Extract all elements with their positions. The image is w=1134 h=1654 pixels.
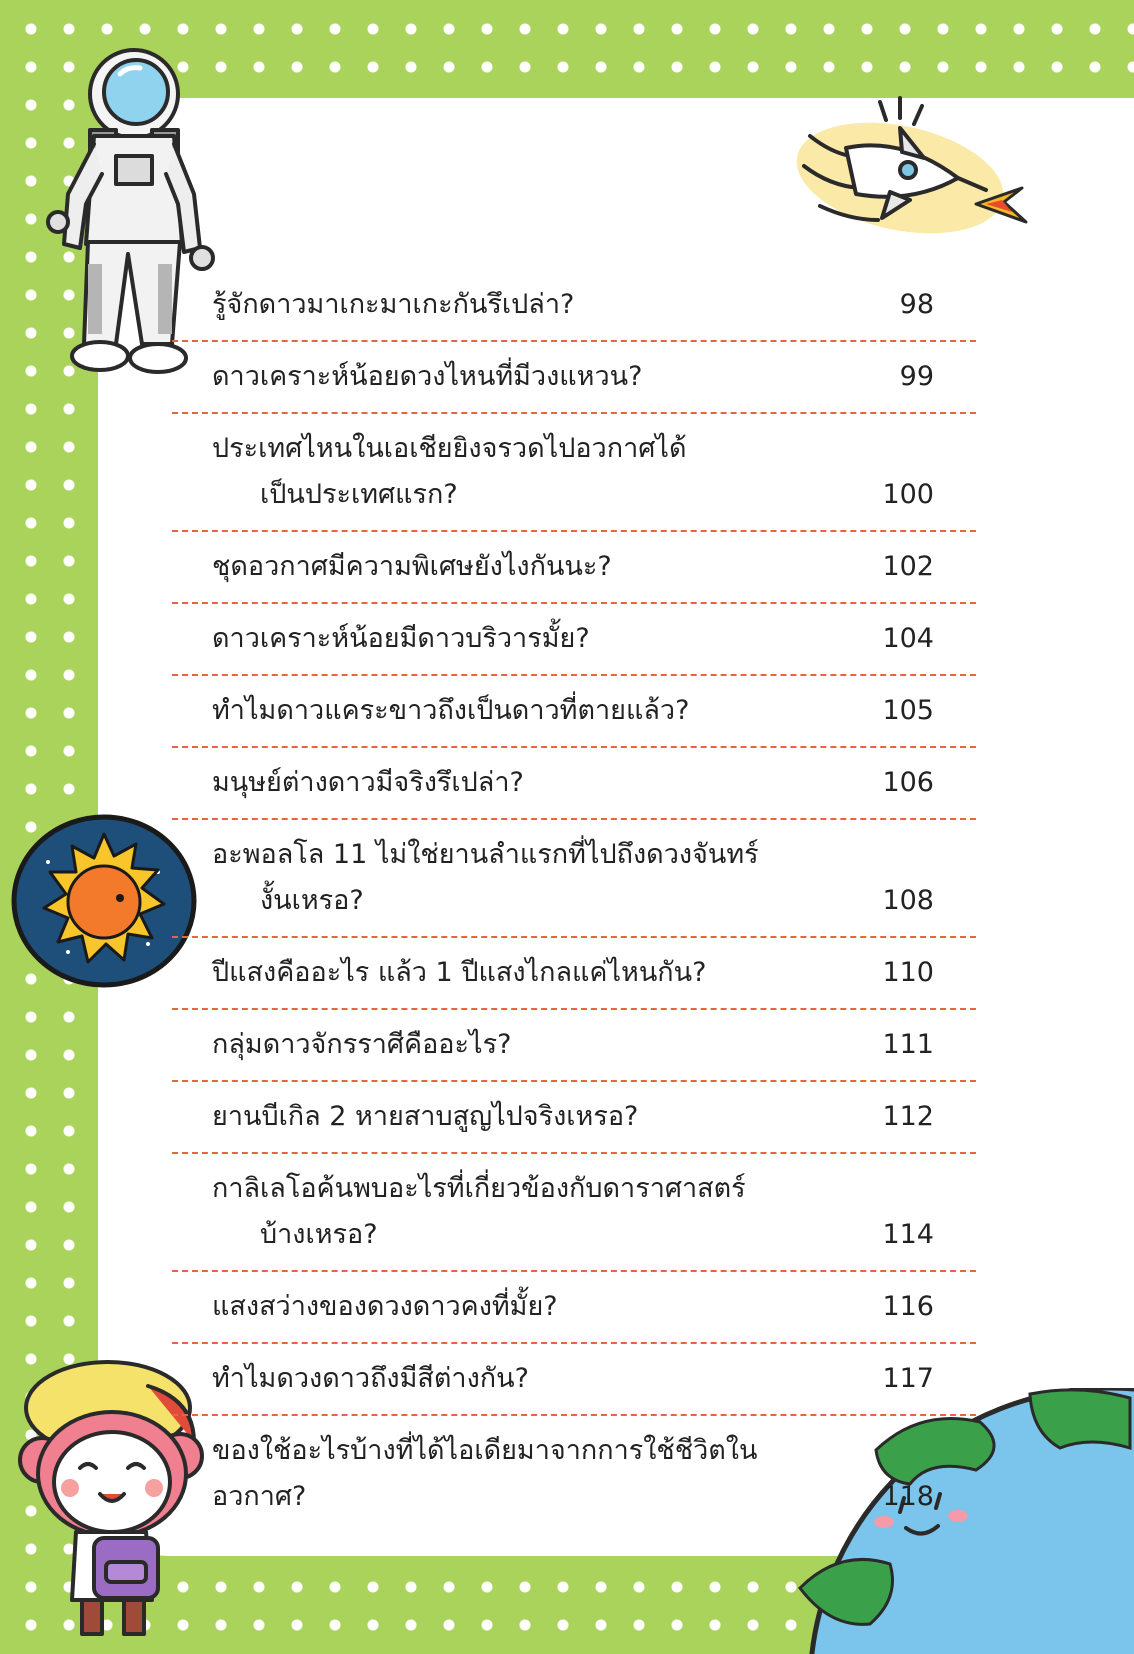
toc-entry-page: 106 — [882, 767, 934, 798]
toc-entry-title-line: ของใช้อะไรบ้างที่ได้ไอเดียมาจากการใช้ชีวิตในอวกาศ? — [212, 1435, 758, 1512]
toc-entry-title — [212, 1356, 936, 1402]
toc-entry-title — [212, 354, 936, 400]
toc-entry[interactable] — [172, 414, 976, 532]
toc-entry[interactable] — [172, 748, 976, 820]
toc-entry-title — [212, 426, 936, 518]
toc-entry-page: 99 — [899, 361, 934, 392]
toc-entry-title-continuation: บ้างเหรอ? — [260, 1219, 378, 1250]
toc-entry[interactable] — [172, 676, 976, 748]
toc-entry-page: 110 — [882, 957, 934, 988]
toc-entry-title — [212, 950, 936, 996]
toc-entry-title — [212, 688, 936, 734]
toc-entry-title — [212, 282, 936, 328]
toc-entry[interactable] — [172, 1010, 976, 1082]
toc-entry-title — [212, 1284, 936, 1330]
toc-entry-title — [212, 616, 936, 662]
toc-entry[interactable] — [172, 270, 976, 342]
toc-entry-title-line: กาลิเลโอค้นพบอะไรที่เกี่ยวข้องกับดาราศาสตร์ — [212, 1173, 746, 1204]
toc-entry-page: 108 — [882, 885, 934, 916]
toc-entry-title-continuation: งั้นเหรอ? — [260, 885, 364, 916]
toc-entry-page: 114 — [882, 1219, 934, 1250]
toc-entry-title-line: ชุดอวกาศมีความพิเศษยังไงกันนะ? — [212, 551, 612, 582]
toc-entry-title-line: มนุษย์ต่างดาวมีจริงรึเปล่า? — [212, 767, 524, 798]
toc-entry-title — [212, 832, 936, 924]
toc-entry-page: 118 — [882, 1481, 934, 1512]
toc-entry[interactable] — [172, 342, 976, 414]
toc-entry[interactable] — [172, 604, 976, 676]
toc-entry-page: 105 — [882, 695, 934, 726]
toc-entry-page: 102 — [882, 551, 934, 582]
toc-entry-title — [212, 544, 936, 590]
table-of-contents — [172, 270, 976, 1532]
toc-entry[interactable] — [172, 1154, 976, 1272]
toc-entry-title-line: อะพอลโล 11 ไม่ใช่ยานลำแรกที่ไปถึงดวงจันทร์ — [212, 839, 759, 870]
toc-entry-page: 116 — [882, 1291, 934, 1322]
toc-entry-title-line: ดาวเคราะห์น้อยมีดาวบริวารมั้ย? — [212, 623, 590, 654]
toc-entry-title-line: ยานบีเกิล 2 หายสาบสูญไปจริงเหรอ? — [212, 1101, 639, 1132]
toc-entry[interactable] — [172, 1272, 976, 1344]
toc-entry-title-line: ปีแสงคืออะไร แล้ว 1 ปีแสงไกลแค่ไหนกัน? — [212, 957, 707, 988]
toc-entry-title-line: กลุ่มดาวจักรราศีคืออะไร? — [212, 1029, 512, 1060]
toc-entry-title — [212, 760, 936, 806]
toc-entry-title-continuation: เป็นประเทศแรก? — [260, 479, 458, 510]
toc-entry-title-line: แสงสว่างของดวงดาวคงที่มั้ย? — [212, 1291, 558, 1322]
toc-entry-page: 117 — [882, 1363, 934, 1394]
toc-entry[interactable] — [172, 532, 976, 604]
toc-entry-title-line: ทำไมดาวแคระขาวถึงเป็นดาวที่ตายแล้ว? — [212, 695, 690, 726]
toc-entry-title — [212, 1022, 936, 1068]
toc-entry-title — [212, 1428, 936, 1520]
toc-entry-title — [212, 1166, 936, 1258]
toc-entry-title-line: ดาวเคราะห์น้อยดวงไหนที่มีวงแหวน? — [212, 361, 643, 392]
toc-entry-page: 112 — [882, 1101, 934, 1132]
toc-entry-page: 111 — [882, 1029, 934, 1060]
rocket-illustration — [790, 96, 1030, 256]
toc-entry-title-line: ทำไมดวงดาวถึงมีสีต่างกัน? — [212, 1363, 529, 1394]
toc-entry-page: 100 — [882, 479, 934, 510]
toc-entry-page: 98 — [899, 289, 934, 320]
toc-entry-page: 104 — [882, 623, 934, 654]
toc-entry-title-line: ประเทศไหนในเอเชียยิงจรวดไปอวกาศได้ — [212, 433, 687, 464]
toc-entry[interactable] — [172, 1344, 976, 1416]
toc-entry[interactable] — [172, 1082, 976, 1154]
toc-entry[interactable] — [172, 938, 976, 1010]
toc-entry[interactable] — [172, 1416, 976, 1532]
toc-entry[interactable] — [172, 820, 976, 938]
toc-entry-title — [212, 1094, 936, 1140]
toc-entry-title-line: รู้จักดาวมาเกะมาเกะกันรึเปล่า? — [212, 289, 575, 320]
